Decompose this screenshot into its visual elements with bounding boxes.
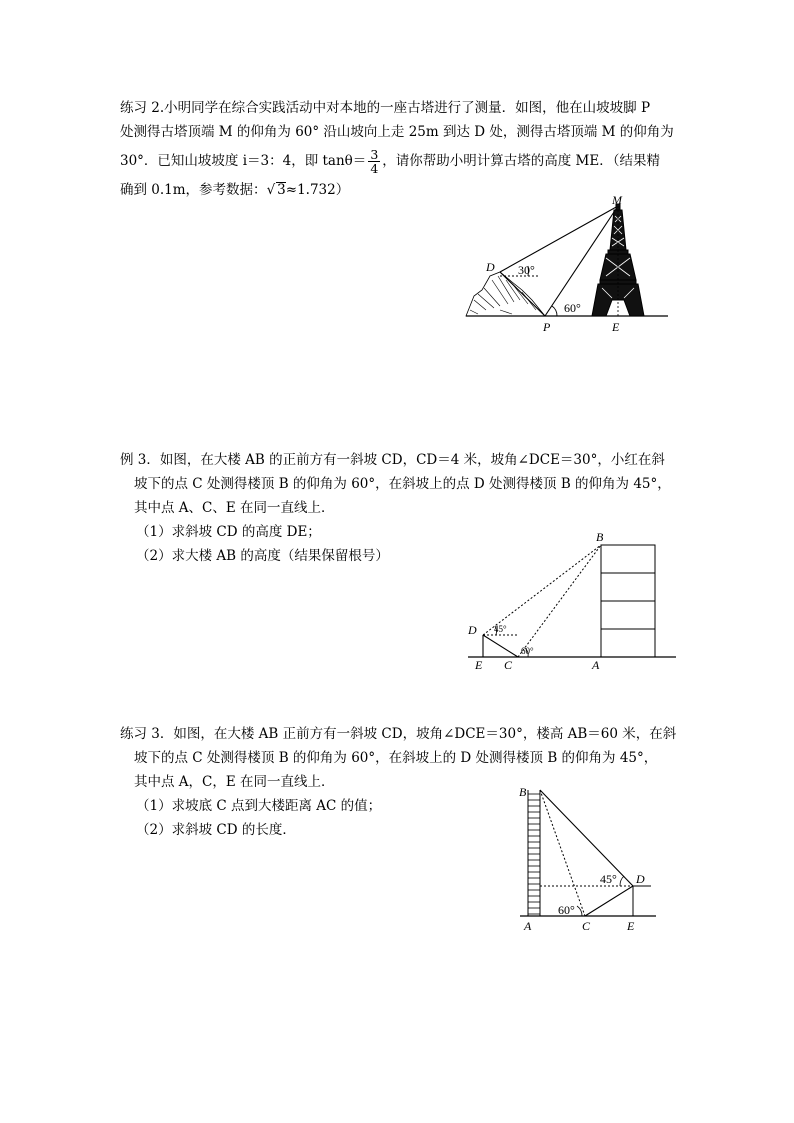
label-B: B bbox=[596, 530, 604, 544]
problem-text-line: 其中点 A，C，E 在同一直线上． bbox=[134, 774, 335, 790]
label-D: D bbox=[486, 260, 495, 274]
label-E: E bbox=[475, 658, 483, 672]
problem-text-line bbox=[120, 144, 680, 178]
fraction-numerator: 3 bbox=[370, 147, 379, 162]
sqrt-sign: √ bbox=[266, 182, 276, 198]
problem-text-line: 处测得古塔顶端 M 的仰角为 60° 沿山坡向上走 25m 到达 D 处，测得古塔顶端 M 的仰角为 bbox=[120, 124, 674, 140]
problem-text-line: 其中点 A、C、E 在同一直线上． bbox=[134, 500, 335, 516]
label-D: D bbox=[468, 623, 477, 637]
angle-label-30: 30° bbox=[518, 263, 535, 277]
problem-text-line: 坡下的点 C 处测得楼顶 B 的仰角为 60°，在斜坡上的点 D 处测得楼顶 B 的仰角为 45°， bbox=[134, 476, 671, 492]
problem-text-line: 坡下的点 C 处测得楼顶 B 的仰角为 60°，在斜坡上的 D 处测得楼顶 B 的仰角为 45°， bbox=[134, 750, 658, 766]
label-A: A bbox=[592, 658, 600, 672]
figure-building-slope-2 bbox=[512, 778, 662, 934]
problem-text-segment: 30°．已知山坡坡度 i＝3：4，即 tanθ＝ bbox=[120, 153, 367, 169]
label-B: B bbox=[519, 785, 527, 799]
question-1: （1）求斜坡 CD 的高度 DE； bbox=[136, 524, 321, 540]
figure-tower-slope bbox=[455, 188, 685, 338]
label-D: D bbox=[636, 872, 645, 886]
question-1: （1）求坡底 C 点到大楼距离 AC 的值； bbox=[136, 798, 382, 814]
figure-building-slope-1 bbox=[462, 528, 682, 674]
angle-label-45: 45° bbox=[494, 624, 507, 634]
label-C: C bbox=[504, 658, 513, 672]
fraction bbox=[368, 148, 380, 175]
label-P: P bbox=[543, 320, 551, 334]
problem-text-line: 练习 2.小明同学在综合实践活动中对本地的一座古塔进行了测量．如图，他在山坡坡脚 P bbox=[120, 100, 651, 116]
label-E: E bbox=[627, 919, 635, 933]
angle-label-60: 60° bbox=[521, 646, 534, 656]
label-E: E bbox=[612, 320, 620, 334]
problem-text-line: 练习 3．如图，在大楼 AB 正前方有一斜坡 CD，坡角∠DCE＝30°，楼高 AB＝60 米，在斜 bbox=[120, 726, 677, 742]
problem-practice-2 bbox=[120, 96, 680, 202]
fraction-denominator: 4 bbox=[370, 161, 379, 176]
angle-label-45: 45° bbox=[600, 872, 617, 886]
question-2: （2）求斜坡 CD 的长度． bbox=[136, 822, 296, 838]
problem-text-segment: ≈1.732） bbox=[285, 182, 350, 198]
label-M: M bbox=[612, 193, 622, 207]
sqrt-radicand: 3 bbox=[277, 182, 286, 198]
question-2: （2）求大楼 AB 的高度（结果保留根号） bbox=[136, 548, 389, 564]
label-A: A bbox=[524, 919, 532, 933]
problem-text-segment: ，请你帮助小明计算古塔的高度 ME．（结果精 bbox=[382, 153, 660, 169]
angle-label-60: 60° bbox=[564, 301, 581, 315]
problem-text-segment: 确到 0.1m，参考数据： bbox=[120, 182, 267, 198]
problem-text-line: 例 3．如图，在大楼 AB 的正前方有一斜坡 CD，CD＝4 米，坡角∠DCE＝30°，小红在斜 bbox=[120, 452, 665, 468]
label-C: C bbox=[582, 919, 591, 933]
angle-label-60: 60° bbox=[558, 903, 575, 917]
